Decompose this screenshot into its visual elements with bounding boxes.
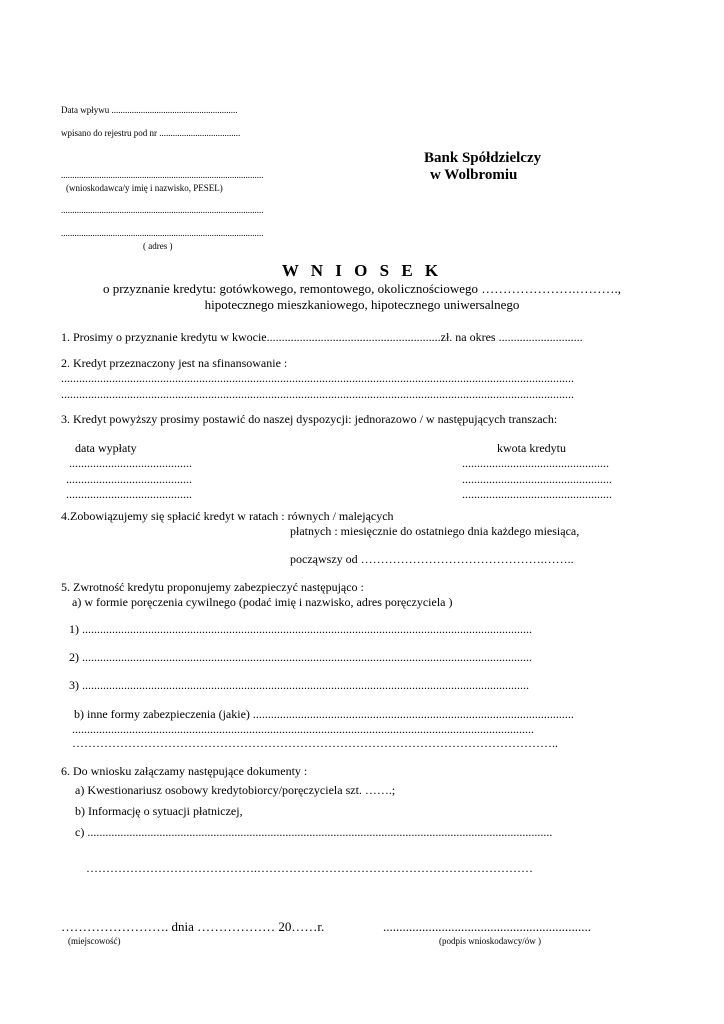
- applicant-caption: (wnioskodawca/y imię i nazwisko, PESEL): [66, 183, 223, 193]
- other-collateral-field[interactable]: b) inne formy zabezpieczenia (jakie) ...........................................................................................................: [74, 707, 574, 721]
- tranche-amount-field-3[interactable]: ..................................................: [462, 487, 612, 501]
- place-date-field[interactable]: ……………………. dnia ……………… 20……r.: [61, 919, 325, 934]
- applicant-field[interactable]: ..........................................................................................: [61, 170, 264, 180]
- document-title: W N I O S E K: [281, 261, 443, 280]
- loan-amount-field[interactable]: 1. Prosimy o przyznanie kredytu w kwocie..........................................................zł. na okres ............................: [61, 330, 583, 344]
- place-caption: (miejscowość): [68, 936, 121, 946]
- other-collateral-field-3[interactable]: …………………………………………………………………………………………………………..: [72, 736, 558, 750]
- loan-purpose-field-2[interactable]: ...........................................................................................................................................................................: [61, 387, 574, 401]
- loan-purpose-label: 2. Kredyt przeznaczony jest na sfinansowanie :: [61, 356, 288, 370]
- guarantee-label: a) w formie poręczenia cywilnego (podać imię i nazwisko, adres poręczyciela ): [72, 595, 453, 609]
- tranche-amount-field-1[interactable]: .................................................: [462, 456, 609, 470]
- other-collateral-field-2[interactable]: ..........................................................................................................................................................: [72, 722, 534, 736]
- attachment-extra-field[interactable]: …………………………………….……………………………………………………………: [86, 861, 533, 875]
- repayment-start-field[interactable]: począwszy od ……………………………………….……..: [290, 552, 574, 566]
- address-field-1[interactable]: ..........................................................................................: [61, 205, 264, 215]
- address-caption: ( adres ): [143, 241, 173, 251]
- signature-caption: (podpis wnioskodawcy/ów ): [439, 936, 541, 946]
- payout-date-field-1[interactable]: .........................................: [69, 456, 192, 470]
- repayment-schedule-label: płatnych : miesięcznie do ostatniego dnia każdego miesiąca,: [290, 524, 580, 538]
- signature-field[interactable]: ................................................................: [383, 919, 591, 934]
- guarantor-field-3[interactable]: 3) .....................................................................................................................................................: [69, 678, 529, 692]
- repayment-type-label: 4.Zobowiązujemy się spłacić kredyt w ratach : równych / malejących: [61, 509, 394, 523]
- payout-date-header: data wypłaty: [75, 441, 137, 455]
- loan-amount-header: kwota kredytu: [497, 441, 566, 455]
- attachment-c-field[interactable]: c) ...........................................................................................................................................................: [75, 825, 553, 839]
- bank-city: w Wolbromiu: [430, 167, 518, 183]
- attachment-a: a) Kwestionariusz osobowy kredytobiorcy/poręczyciela szt. …….;: [75, 783, 396, 797]
- payout-date-field-3[interactable]: ..........................................: [66, 487, 192, 501]
- attachments-label: 6. Do wniosku załączamy następujące dokumenty :: [61, 764, 308, 778]
- title-subtitle-2: hipotecznego mieszkaniowego, hipotecznego uniwersalnego: [204, 297, 520, 312]
- loan-purpose-field-1[interactable]: ...........................................................................................................................................................................: [61, 371, 574, 385]
- tranche-amount-field-2[interactable]: ..................................................: [462, 472, 612, 486]
- received-date-field[interactable]: Data wpływu ........................................................: [61, 105, 238, 115]
- bank-name: Bank Spółdzielczy: [424, 150, 542, 166]
- address-field-2[interactable]: ..........................................................................................: [61, 228, 264, 238]
- collateral-label: 5. Zwrotność kredytu proponujemy zabezpieczyć następująco :: [61, 580, 364, 594]
- payout-date-field-2[interactable]: ..........................................: [66, 472, 192, 486]
- guarantor-field-2[interactable]: 2) ......................................................................................................................................................: [69, 650, 532, 664]
- registry-number-field[interactable]: wpisano do rejestru pod nr ....................................: [61, 128, 241, 138]
- guarantor-field-1[interactable]: 1) ......................................................................................................................................................: [69, 622, 532, 636]
- title-subtitle-1: o przyznanie kredytu: gotówkowego, remontowego, okolicznościowego ………………….……….,: [102, 281, 622, 296]
- attachment-b: b) Informację o sytuacji płatniczej,: [75, 804, 243, 818]
- disbursement-label: 3. Kredyt powyższy prosimy postawić do naszej dyspozycji: jednorazowo / w następujących transzach:: [61, 412, 558, 426]
